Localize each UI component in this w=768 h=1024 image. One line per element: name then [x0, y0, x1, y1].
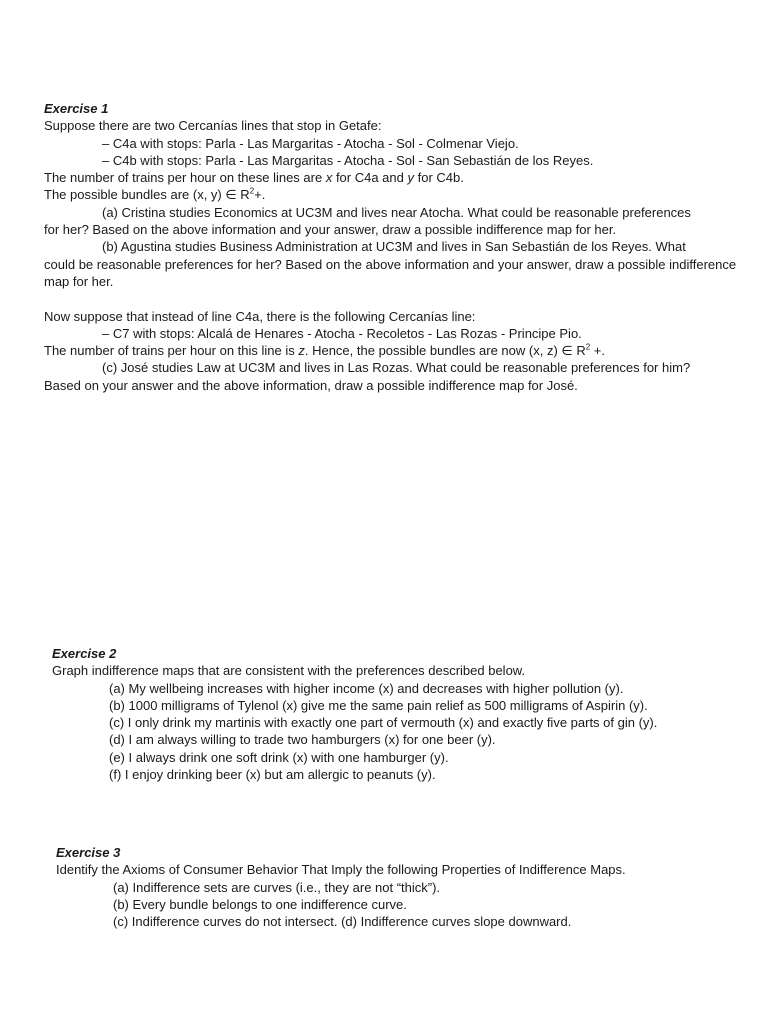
- exercise-2-item: (d) I am always willing to trade two hamburgers (x) for one beer (y).: [109, 732, 496, 748]
- exercise-1-title: Exercise 1: [44, 101, 109, 116]
- part-b-line-1: (b) Agustina studies Business Administration at UC3M and lives in San Sebastián de los Reyes. What: [102, 239, 686, 255]
- exercise-2-item: (c) I only drink my martinis with exactly one part of vermouth (x) and exactly five parts of gin (y).: [109, 715, 658, 731]
- part-b-line-2: could be reasonable preferences for her? Based on the above information and your answer, draw a possible indifference map for her.: [44, 256, 737, 289]
- exercise-3-item: (a) Indifference sets are curves (i.e., they are not “thick”).: [113, 879, 441, 895]
- exercise-1: [44, 100, 744, 394]
- part-c-line-1: (c) José studies Law at UC3M and lives in Las Rozas. What could be reasonable preferences for him?: [102, 360, 691, 376]
- part-c-line-2: Based on your answer and the above information, draw a possible indifference map for José.: [44, 377, 578, 393]
- now-suppose-sentence: Now suppose that instead of line C4a, there is the following Cercanías line:: [44, 308, 476, 324]
- line-c7: – C7 with stops: Alcalá de Henares - Atocha - Recoletos - Las Rozas - Principe Pio.: [102, 325, 582, 341]
- z-trains-sentence: The number of trains per hour on this line is z. Hence, the possible bundles are now (x, z) ∈ $R^2$ +.: [44, 342, 605, 359]
- possible-bundles-sentence: The possible bundles are (x, y) ∈ $R^2+$.: [44, 187, 266, 203]
- exercise-1-intro: Suppose there are two Cercanías lines that stop in Getafe:: [44, 118, 382, 134]
- exercise-3-title: Exercise 3: [56, 845, 121, 860]
- exercise-3: [56, 844, 756, 930]
- part-a-line-2: for her? Based on the above information and your answer, draw a possible indifference map for her.: [44, 222, 617, 238]
- exercise-2-item: (f) I enjoy drinking beer (x) but am allergic to peanuts (y).: [109, 767, 436, 783]
- exercise-2-intro: Graph indifference maps that are consistent with the preferences described below.: [52, 663, 526, 679]
- exercise-2-item: (e) I always drink one soft drink (x) with one hamburger (y).: [109, 749, 449, 765]
- paragraph-gap: [44, 290, 744, 307]
- exercise-3-item: (b) Every bundle belongs to one indifference curve.: [113, 896, 407, 912]
- part-a-line-1: (a) Cristina studies Economics at UC3M and lives near Atocha. What could be reasonable preferences: [102, 204, 691, 220]
- exercise-3-item: (c) Indifference curves do not intersect. (d) Indifference curves slope downward.: [113, 914, 572, 930]
- exercise-3-intro: Identify the Axioms of Consumer Behavior That Imply the following Properties of Indifference Maps.: [56, 862, 626, 878]
- exercise-2-item: (a) My wellbeing increases with higher income (x) and decreases with higher pollution (y).: [109, 680, 624, 696]
- exercise-2-item: (b) 1000 milligrams of Tylenol (x) give me the same pain relief as 500 milligrams of Aspirin (y).: [109, 697, 648, 713]
- line-c4a: – C4a with stops: Parla - Las Margaritas - Atocha - Sol - Colmenar Viejo.: [102, 135, 519, 151]
- exercise-2: [52, 645, 752, 783]
- exercise-2-title: Exercise 2: [52, 646, 117, 661]
- line-c4b: – C4b with stops: Parla - Las Margaritas - Atocha - Sol - San Sebastián de los Reyes.: [102, 152, 594, 168]
- trains-per-hour-sentence: The number of trains per hour on these lines are x for C4a and y for C4b.: [44, 170, 464, 186]
